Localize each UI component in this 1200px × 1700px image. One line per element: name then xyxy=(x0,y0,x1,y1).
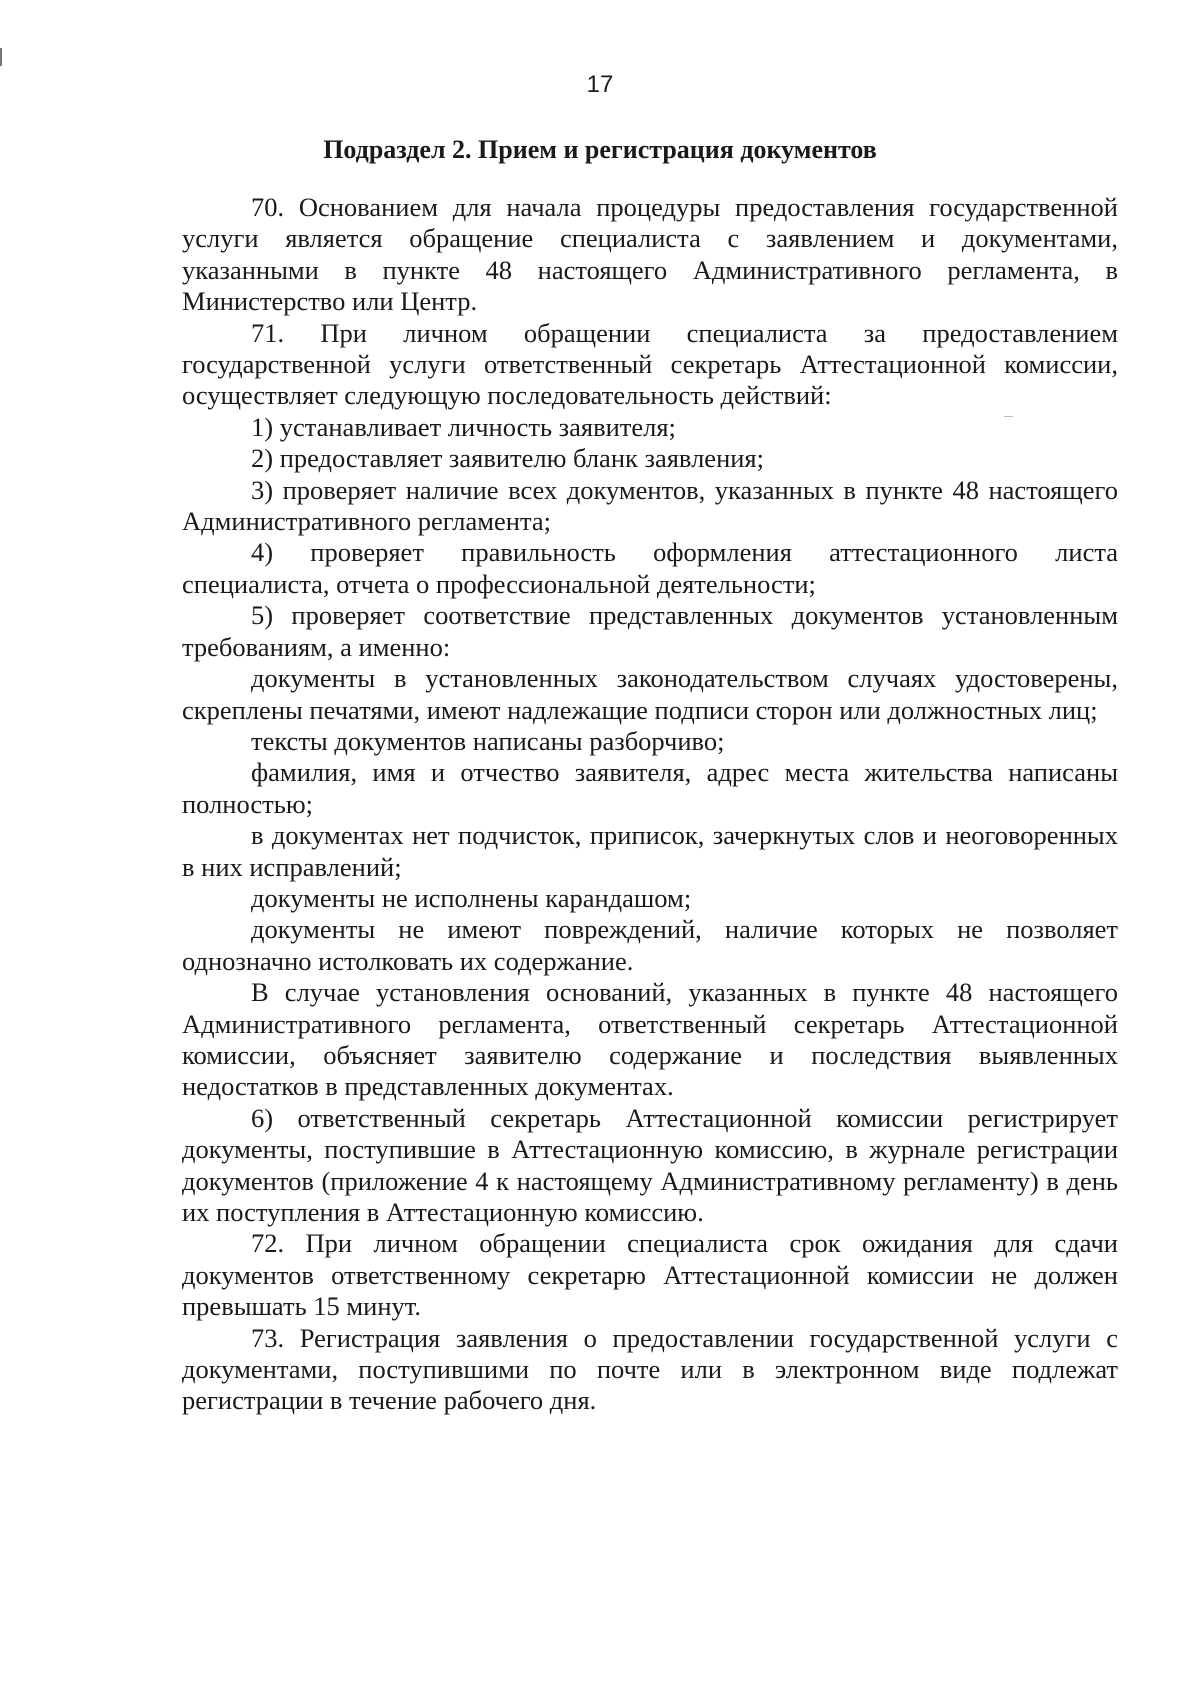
requirement-item: тексты документов написаны разборчиво; xyxy=(251,725,725,756)
section-title: Подраздел 2. Прием и регистрация документов xyxy=(323,135,877,164)
requirement-item: документы не имеют повреждений, наличие которых не позволяет однозначно истолковать их содержание. xyxy=(182,914,1118,976)
list-item-2: 2) предоставляет заявителю бланк заявления; xyxy=(251,443,764,474)
list-item-3: 3) проверяет наличие всех документов, указанных в пункте 48 настоящего Административного регламента; xyxy=(182,474,1118,537)
paragraph-72: 72. При личном обращении специалиста срок ожидания для сдачи документов ответственному секретарю Аттестационной комиссии не должен превышать 15 минут. xyxy=(182,1228,1118,1322)
list-item-1: 1) устанавливает личность заявителя; xyxy=(251,411,676,442)
requirement-item: документы в установленных законодательством случаях удостоверены, скреплены печатями, имеют надлежащие подписи сторон или должностных лиц; xyxy=(182,663,1118,725)
list-item-5: 5) проверяет соответствие представленных документов установленным требованиям, а именно: xyxy=(182,600,1118,662)
scan-edge-mark xyxy=(0,48,2,66)
requirement-item: фамилия, имя и отчество заявителя, адрес места жительства написаны полностью; xyxy=(182,757,1118,819)
requirement-item: документы не исполнены карандашом; xyxy=(251,882,692,913)
document-body xyxy=(182,192,1118,1417)
page-number: 17 xyxy=(586,71,614,98)
requirement-item: в документах нет подчисток, приписок, зачеркнутых слов и неоговоренных в них исправлений; xyxy=(182,820,1118,882)
paragraph-70: 70. Основанием для начала процедуры предоставления государственной услуги является обращение специалиста с заявлением и документами, указанными в пункте 48 настоящего Административного регламента, в Министерство или Центр. xyxy=(182,192,1118,317)
deficiency-paragraph: В случае установления оснований, указанных в пункте 48 настоящего Административного регламента, ответственный секретарь Аттестационной комиссии, объясняет заявителю содержание и последствия выявленных недостатков в представленных документах. xyxy=(182,977,1118,1102)
list-item-4: 4) проверяет правильность оформления аттестационного листа специалиста, отчета о профессиональной деятельности; xyxy=(182,537,1118,599)
list-item-6: 6) ответственный секретарь Аттестационной комиссии регистрирует документы, поступившие в Аттестационную комиссию, в журнале регистрации документов (приложение 4 к настоящему Административному регламенту) в день их поступления в Аттестационную комиссию. xyxy=(182,1102,1118,1227)
paragraph-71: 71. При личном обращении специалиста за предоставлением государственной услуги ответственный секретарь Аттестационной комиссии, осуществляет следующую последовательность действий: xyxy=(182,317,1118,411)
paragraph-73: 73. Регистрация заявления о предоставлении государственной услуги с документами, поступившими по почте или в электронном виде подлежат регистрации в течение рабочего дня. xyxy=(182,1322,1118,1416)
